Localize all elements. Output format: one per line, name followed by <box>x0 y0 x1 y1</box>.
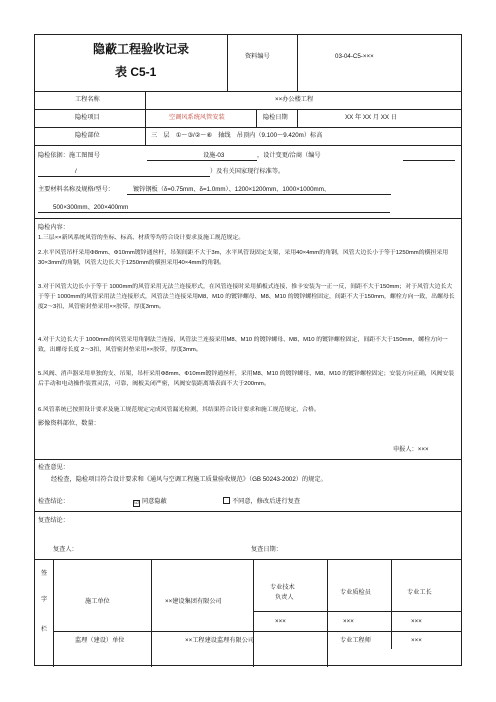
tech-lead-label-2: 负责人 <box>275 594 294 601</box>
agree-option[interactable] <box>133 497 167 507</box>
content-item-4: 4.对于大边长大于 1000mm的风管采用角钢法兰连接，风管法兰连接采用M8、M10 的镀锌螺母、M8、M10 的镀锌螺栓固定，间距不大于150mm，螺栓方向一致，出螺母长度 2～3扣，风管密封垫采用××胶带，厚度3mm。 <box>38 337 448 353</box>
form-frame <box>34 34 462 666</box>
supervision-unit-label: 监理（建设）单位 <box>75 637 125 644</box>
basis-middle: ，设计变更/洽商（编号 <box>257 152 321 159</box>
opinion-text: 经检查，隐检项目符合设计要求和《通风与空调工程施工质量验收规范》（GB 50243-2002）的规定。 <box>51 476 327 483</box>
materials-line1: 镀锌钢板（δ=0.75mm、δ=1.0mm）、1200×1200mm、1000×1000mm、 <box>133 186 331 193</box>
empty-checkbox-icon[interactable] <box>223 497 230 504</box>
project-name-value: ××办公楼工程 <box>275 96 314 103</box>
content-item-6: 6.风管系统已按照设计要求及施工规范规定完成风管漏光检测，其结果符合设计要求和施工规范规定，合格。 <box>38 407 320 413</box>
qc-label: 专业质检员 <box>340 589 371 596</box>
content-item-3: 3.对于风管大边长小于等于 1000mm的风管采用无法兰连接形式，在风管连接时采用插板式连接，推卡安装为一正一反，间距不大于150mm；对于风管大边长大于等于 1000mm的风管采用法兰连接形式，风管法兰连接采用M8、M10 的镀锌螺母、M8、M10 的镀锌螺栓固定，间距不大于150mm，螺栓方向一致，出螺母长度2～3扣，风管密封垫采用××胶带，厚度3mm。 <box>38 284 455 310</box>
disagree-option[interactable] <box>223 497 300 506</box>
tech-lead-label-1: 专业技术 <box>270 584 295 591</box>
content-item-2: 2.水平风管吊杆采用Φ8mm、Φ10mm镀锌通丝杆，吊架间距不大于3m，水平风管设固定支架，采用40×4mm的角钢，风管大边长小于等于1250mm的横担采用30×3mm的角钢，风管大边长大于1250mm的横担采用40×4mm的角钢。 <box>38 250 449 266</box>
item-label: 隐检项目 <box>75 114 100 121</box>
sign-column-char-3: 栏 <box>41 626 48 633</box>
recheck-label: 复查结论： <box>38 517 69 524</box>
date-value: XX 年 XX 月 XX 日 <box>345 114 397 121</box>
disagree-label: 不同意，修改后进行复查 <box>232 498 301 505</box>
construction-unit-value: ××建设集团有限公司 <box>165 598 222 605</box>
location-label: 隐检部位 <box>75 132 100 139</box>
basis-drawing: 设施-03 <box>203 152 225 159</box>
image-label: 影像资料部位、数量： <box>38 420 100 427</box>
construction-unit-label: 施工单位 <box>85 598 110 605</box>
doc-no-label: 资料编号 <box>245 53 270 60</box>
engineer-value: ××× <box>411 637 422 644</box>
sign-column-char-1: 签 <box>41 570 48 577</box>
form-title: 隐蔽工程验收记录 <box>93 42 190 56</box>
supervision-unit-value: ××工程建设监理有限公司 <box>185 637 255 644</box>
content-item-5: 5.风阀、消声器采用单独的支、吊架，吊杆采用Φ8mm、Φ10mm镀锌通丝杆，采用M8、M10 的镀锌螺母、M8、M10 的镀锌螺栓固定；安装方向正确，风阀安装后手动和电动操作装置灵活，可靠，阀板关闭严密，风阀安装距离墙表面不大于200mm。 <box>38 371 455 387</box>
project-name-label: 工程名称 <box>75 96 100 103</box>
qc-value: ××× <box>343 618 354 625</box>
basis-rest: ）及有关国家现行标准等。 <box>210 168 285 175</box>
date-label: 隐检日期 <box>263 114 288 121</box>
opinion-label: 检查意见： <box>38 464 69 471</box>
doc-no-value: 03-04-C5-××× <box>335 53 374 60</box>
sign-column-char-2: 字 <box>41 596 48 603</box>
basis-slash: / <box>75 168 77 175</box>
materials-label: 主要材料名称及规格/型号： <box>38 186 114 193</box>
agree-label: 同意隐蔽 <box>142 498 167 505</box>
foreman-label: 专业工长 <box>407 589 432 596</box>
materials-line2: 500×300mm、200×400mm <box>53 204 129 211</box>
item-value: 空调风系统风管安装 <box>169 114 225 121</box>
applicant: 申报人：××× <box>393 446 429 453</box>
tech-lead-value: ××× <box>275 618 286 625</box>
content-label: 隐检内容： <box>38 224 69 231</box>
basis-prefix: 隐检依据：施工图图号 <box>38 152 100 159</box>
checked-checkbox-icon[interactable]: ☑ <box>134 500 139 506</box>
content-item-1: 1.三层××新风系统风管的坐标、标高、材质等均符合设计要求及施工规范规定。 <box>38 235 245 241</box>
engineer-label: 专业工程师 <box>340 637 371 644</box>
foreman-value: ××× <box>411 618 422 625</box>
location-value: 三 层 ①～③/②～⑥ 轴线 吊顶内（9.100～9.420m）标高 <box>151 132 323 139</box>
conclusion-label: 检查结论： <box>38 498 69 505</box>
form-number: 表 C5-1 <box>115 65 157 79</box>
recheck-date-label: 复查日期： <box>251 546 282 553</box>
reviewer-label: 复查人： <box>53 546 78 553</box>
